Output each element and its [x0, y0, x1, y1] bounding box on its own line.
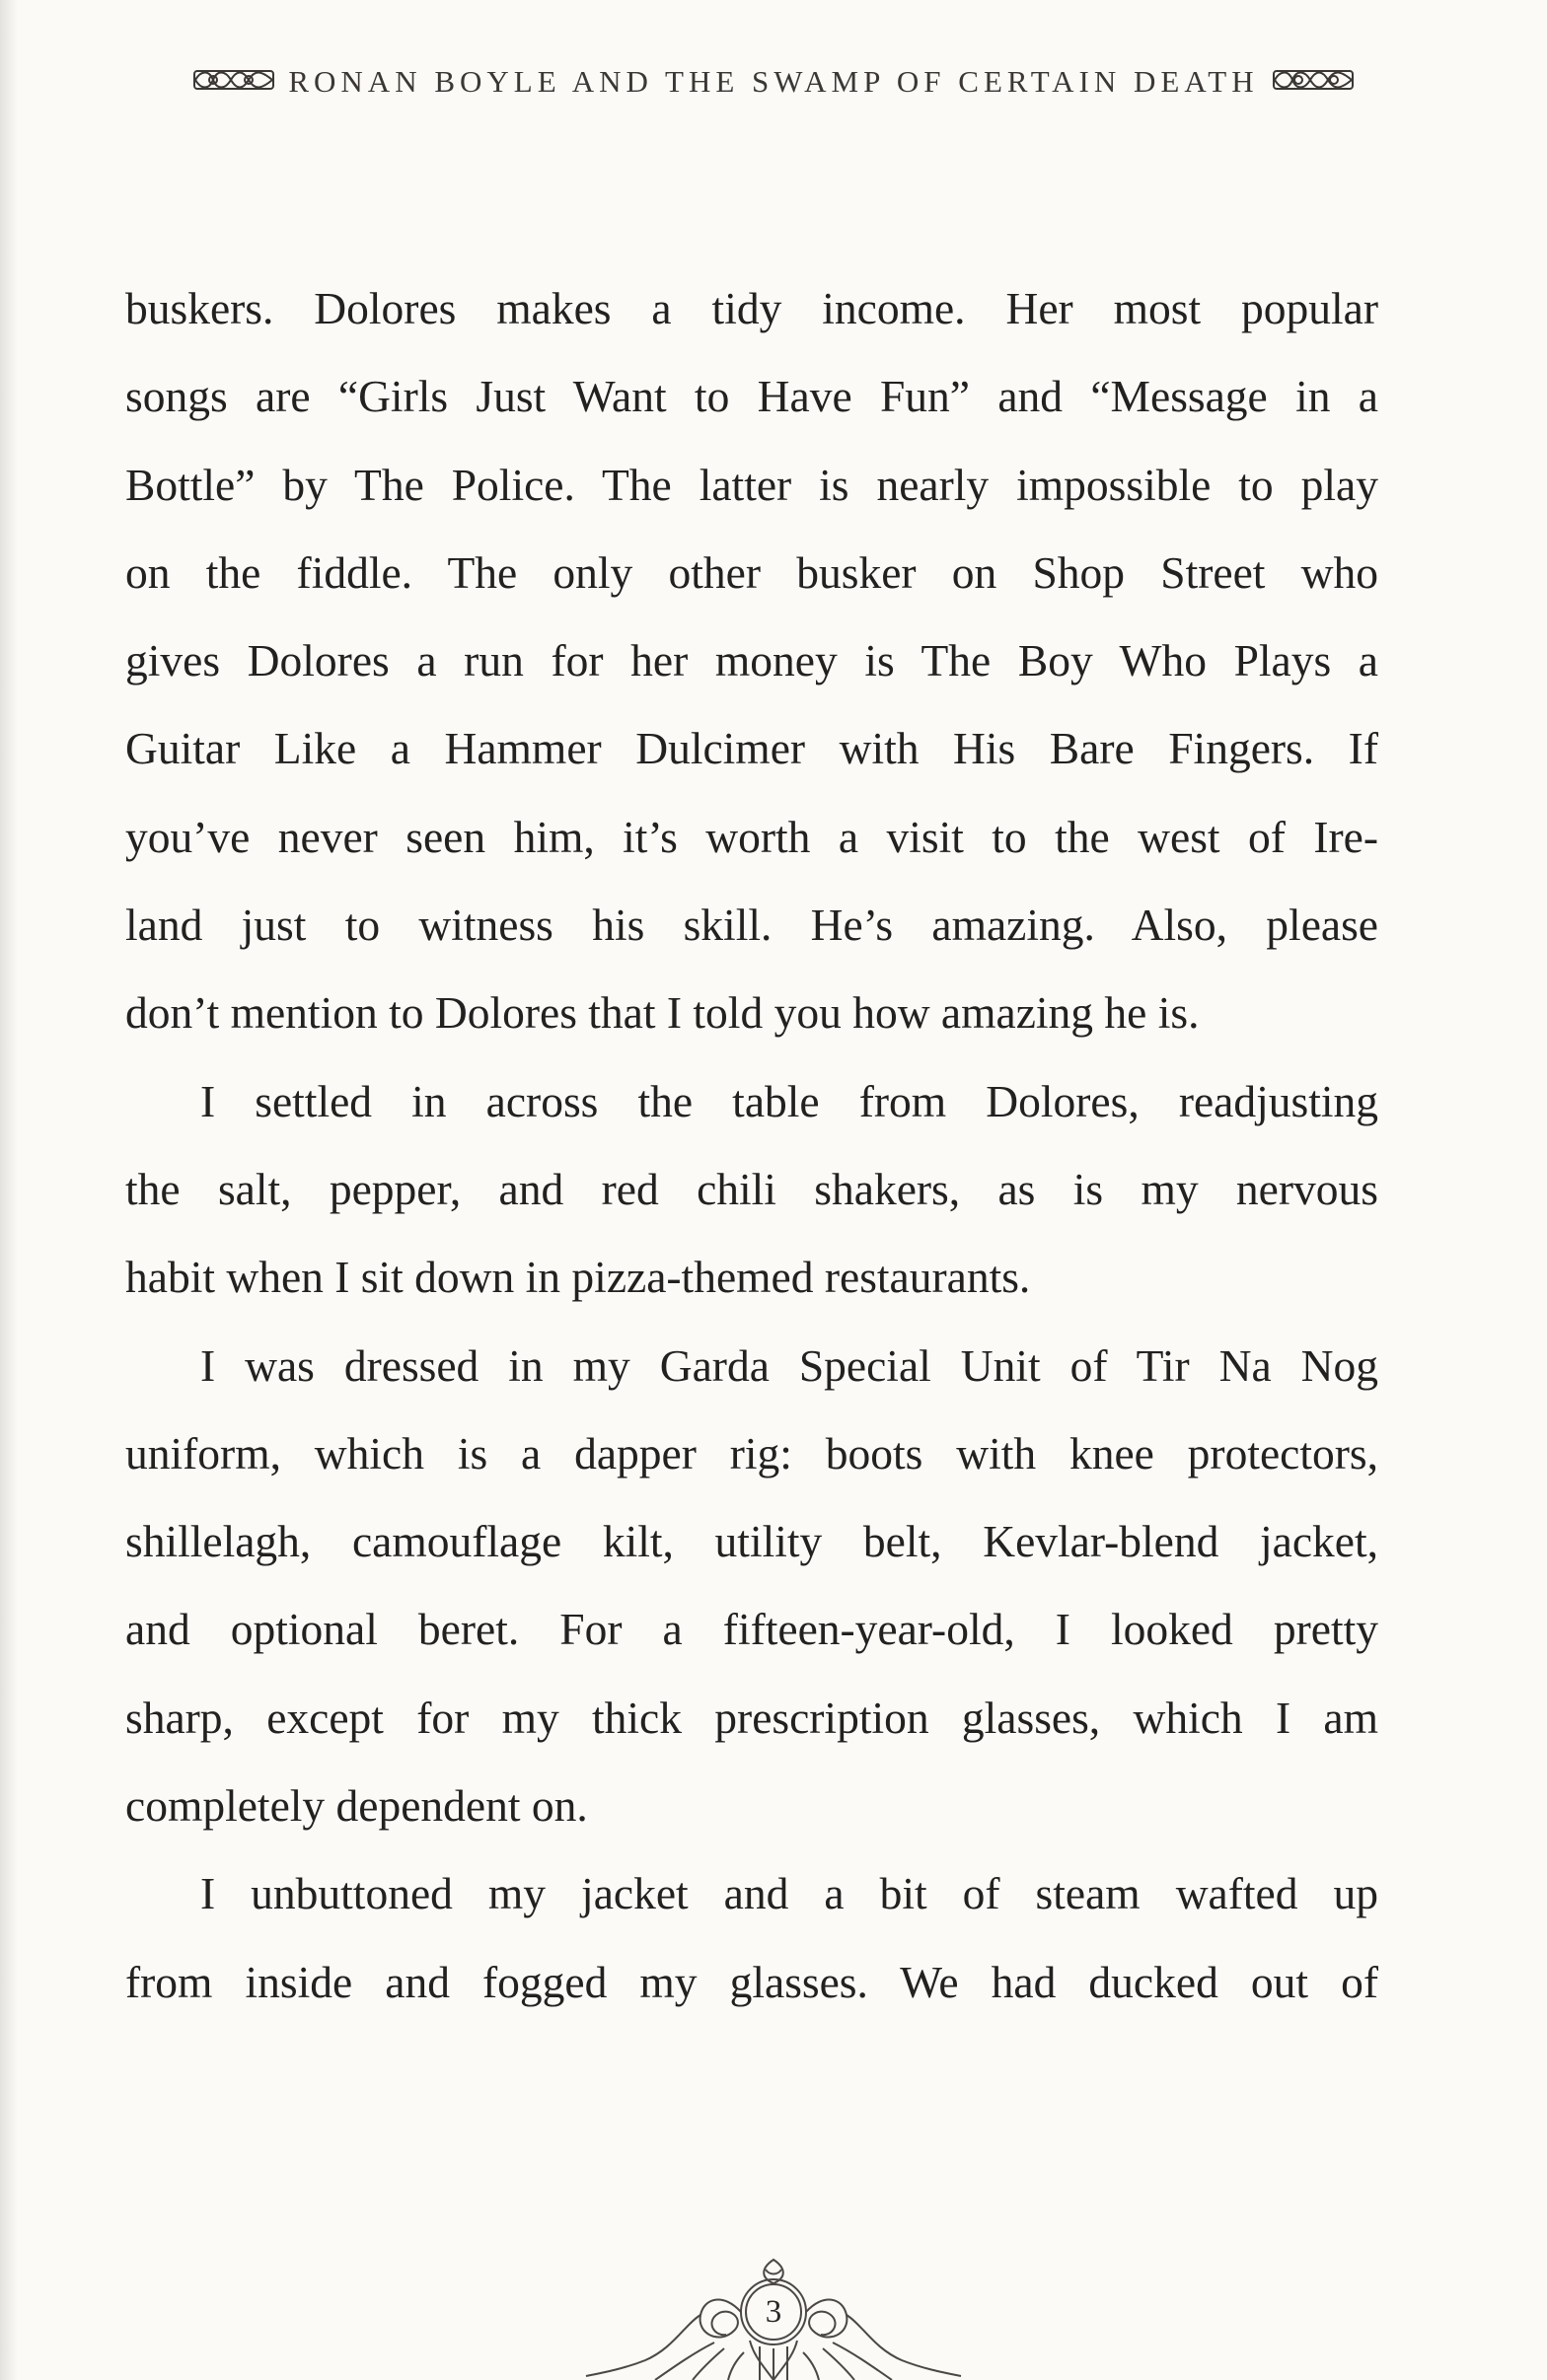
text-line: and optional beret. For a fifteen-year-old, I looked pretty: [125, 1604, 1378, 1655]
text-line: don’t mention to Dolores that I told you how amazing he is.: [125, 987, 1200, 1039]
paragraph: [125, 1322, 1378, 1850]
text-line: the salt, pepper, and red chili shakers, as is my nervous: [125, 1163, 1378, 1214]
page-edge-shadow: [0, 0, 18, 2380]
text-line: from inside and fogged my glasses. We had ducked out of: [125, 1956, 1378, 2007]
text-line: land just to witness his skill. He’s amazing. Also, please: [125, 900, 1378, 951]
body-text: [125, 264, 1378, 2026]
knotwork-ornament-icon: [193, 65, 274, 91]
text-line: sharp, except for my thick prescription glasses, which I am: [125, 1692, 1378, 1743]
text-line: Guitar Like a Hammer Dulcimer with His Bare Fingers. If: [125, 723, 1378, 774]
text-line: you’ve never seen him, it’s worth a visit to the west of Ire-: [125, 811, 1378, 862]
text-line: I unbuttoned my jacket and a bit of steam wafted up: [200, 1868, 1378, 1919]
text-line: on the fiddle. The only other busker on Shop Street who: [125, 546, 1378, 598]
paragraph: [125, 264, 1378, 1057]
text-line: Bottle” by The Police. The latter is nearly impossible to play: [125, 459, 1378, 510]
text-line: gives Dolores a run for her money is The Boy Who Plays a: [125, 635, 1378, 686]
text-line: shillelagh, camouflage kilt, utility belt, Kevlar-blend jacket,: [125, 1516, 1378, 1567]
knotwork-ornament-icon: [1273, 65, 1354, 91]
text-line: buskers. Dolores makes a tidy income. Her most popular: [125, 283, 1378, 333]
text-line: I was dressed in my Garda Special Unit of Tir Na Nog: [200, 1339, 1378, 1391]
text-line: uniform, which is a dapper rig: boots with knee protectors,: [125, 1427, 1378, 1478]
text-line: I settled in across the table from Dolores, readjusting: [200, 1075, 1378, 1126]
page-number: 3: [765, 2294, 782, 2330]
page-folio: [576, 2254, 971, 2380]
paragraph: [125, 1057, 1378, 1322]
running-head-title: RONAN BOYLE AND THE SWAMP OF CERTAIN DEATH: [288, 63, 1259, 99]
text-line: habit when I sit down in pizza-themed restaurants.: [125, 1252, 1031, 1303]
running-head: [0, 61, 1547, 100]
paragraph: [125, 1849, 1378, 2026]
text-line: songs are “Girls Just Want to Have Fun” and “Message in a: [125, 371, 1378, 422]
text-line: completely dependent on.: [125, 1780, 588, 1832]
